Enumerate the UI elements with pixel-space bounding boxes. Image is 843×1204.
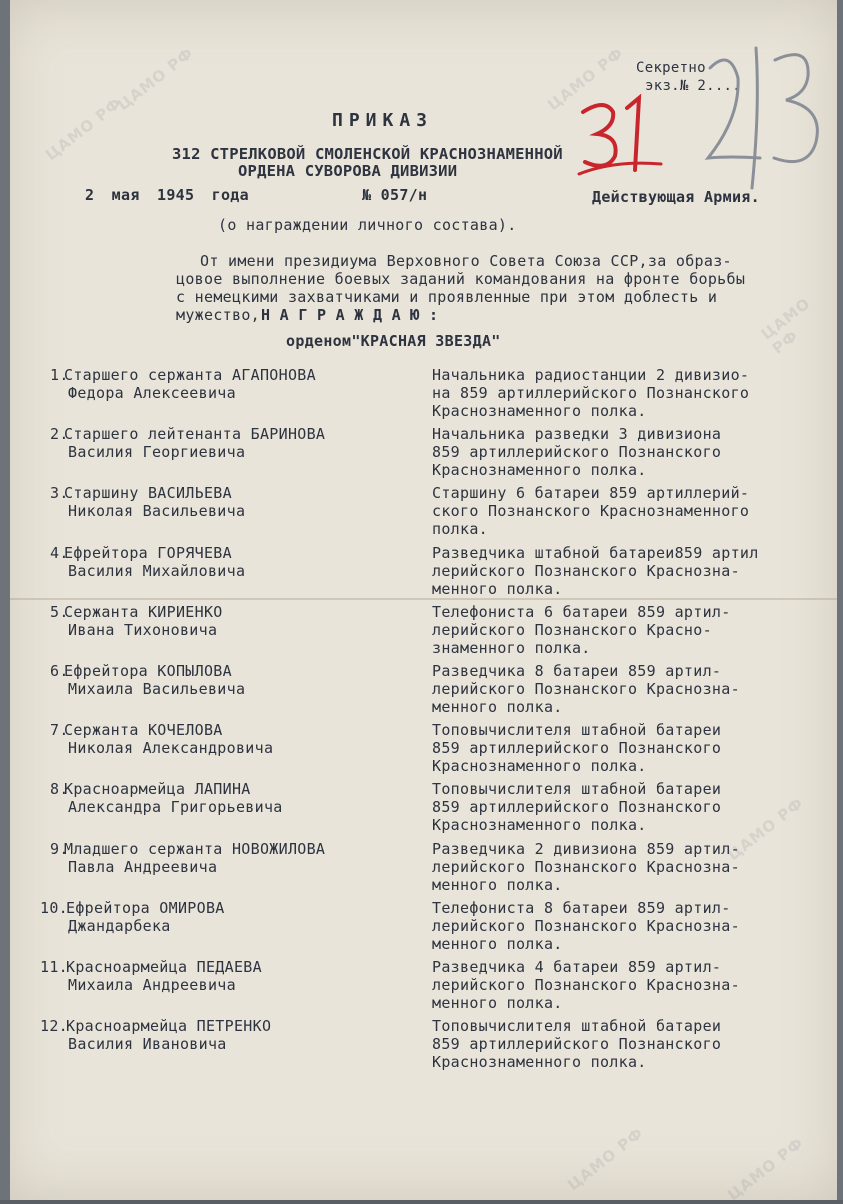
awardee-given-names: Василия Михайловича <box>68 562 246 580</box>
awardee-position-line: менного полка. <box>432 876 563 894</box>
awardee-given-names: Джандарбека <box>68 917 171 935</box>
awardee-given-names: Василия Георгиевича <box>68 443 246 461</box>
secret-label: Секретно <box>636 60 706 76</box>
preamble-line: цовое выполнение боевых заданий командования на фронте борьбы <box>176 270 746 288</box>
scan-edge-right <box>837 0 843 1200</box>
awardee-rank-surname: Красноармейца ПЕТРЕНКО <box>66 1017 272 1035</box>
awardee-number: 12. <box>40 1017 68 1035</box>
awardee-number: 4. <box>50 544 69 562</box>
awardee-number: 10. <box>40 899 68 917</box>
awardee-position-line: ского Познанского Краснознаменного <box>432 502 750 520</box>
awardee-rank-surname: Ефрейтора КОПЫЛОВА <box>64 662 232 680</box>
division-line-2: ОРДЕНА СУВОРОВА ДИВИЗИИ <box>238 162 458 180</box>
awardee-given-names: Ивана Тихоновича <box>68 621 218 639</box>
awardee-rank-surname: Старшину ВАСИЛЬЕВА <box>64 484 232 502</box>
awardee-given-names: Михаила Андреевича <box>68 976 236 994</box>
division-line-1: 312 СТРЕЛКОВОЙ СМОЛЕНСКОЙ КРАСНОЗНАМЕННОЙ <box>172 145 563 163</box>
awardee-position-line: менного полка. <box>432 580 563 598</box>
awardee-position-line: Топовычислителя штабной батареи <box>432 780 722 798</box>
awardee-given-names: Михаила Васильевича <box>68 680 246 698</box>
watermark: ЦАМО РФ <box>757 294 814 358</box>
awardee-rank-surname: Ефрейтора ОМИРОВА <box>66 899 225 917</box>
awardee-position-line: лерийского Познанского Краснозна- <box>432 680 740 698</box>
awardee-given-names: Александра Григорьевича <box>68 798 283 816</box>
awardee-position-line: Топовычислителя штабной батареи <box>432 721 722 739</box>
awardee-rank-surname: Старшего лейтенанта БАРИНОВА <box>64 425 326 443</box>
awardee-position-line: менного полка. <box>432 698 563 716</box>
awardee-position-line: знаменного полка. <box>432 639 591 657</box>
awardee-position-line: Топовычислителя штабной батареи <box>432 1017 722 1035</box>
watermark: ЦАМО РФ <box>724 1133 808 1204</box>
order-number: № 057/н <box>362 186 428 204</box>
red-handwritten-number <box>575 90 665 180</box>
awardee-position-line: Начальника разведки 3 дивизиона <box>432 425 722 443</box>
awardee-rank-surname: Ефрейтора ГОРЯЧЕВА <box>64 544 232 562</box>
document-title: ПРИКАЗ <box>332 110 434 131</box>
awardee-position-line: Начальника радиостанции 2 дивизио- <box>432 366 750 384</box>
awardee-number: 7. <box>50 721 69 739</box>
copy-number: экз.№ 2.... <box>645 78 742 94</box>
awardee-position-line: Краснознаменного полка. <box>432 816 647 834</box>
awardee-position-line: Разведчика 8 батареи 859 артил- <box>432 662 722 680</box>
awardee-position-line: полка. <box>432 520 488 538</box>
awardee-position-line: на 859 артиллерийского Познанского <box>432 384 750 402</box>
awardee-number: 5. <box>50 603 69 621</box>
army-label: Действующая Армия. <box>592 188 760 206</box>
awardee-number: 1. <box>50 366 69 384</box>
awardee-rank-surname: Старшего сержанта АГАПОНОВА <box>64 366 316 384</box>
awardee-rank-surname: Сержанта КИРИЕНКО <box>64 603 223 621</box>
awardee-position-line: Разведчика 4 батареи 859 артил- <box>432 958 722 976</box>
awardee-rank-surname: Сержанта КОЧЕЛОВА <box>64 721 223 739</box>
awardee-position-line: Краснознаменного полка. <box>432 757 647 775</box>
awardee-number: 3. <box>50 484 69 502</box>
awardee-given-names: Федора Алексеевича <box>68 384 236 402</box>
pencil-handwritten-marking <box>690 38 835 198</box>
paper-fold-line <box>10 598 837 600</box>
awardee-position-line: Краснознаменного полка. <box>432 402 647 420</box>
awardee-position-line: Старшину 6 батареи 859 артиллерий- <box>432 484 750 502</box>
preamble-line: От имени президиума Верховного Совета Союза ССР,за образ- <box>200 252 732 270</box>
awardee-given-names: Павла Андреевича <box>68 858 218 876</box>
awardee-position-line: Разведчика штабной батареи859 артил <box>432 544 759 562</box>
awardee-number: 9. <box>50 840 69 858</box>
awardee-number: 2. <box>50 425 69 443</box>
awardee-position-line: 859 артиллерийского Познанского <box>432 1035 722 1053</box>
awardee-position-line: Телефониста 6 батареи 859 артил- <box>432 603 731 621</box>
awardee-number: 11. <box>40 958 68 976</box>
preamble-line: мужество, <box>176 306 260 324</box>
awardee-position-line: 859 артиллерийского Познанского <box>432 798 722 816</box>
awardee-position-line: Телефониста 8 батареи 859 артил- <box>432 899 731 917</box>
awardee-number: 6. <box>50 662 69 680</box>
watermark: ЦАМО РФ <box>114 43 198 115</box>
awardee-position-line: менного полка. <box>432 935 563 953</box>
preamble-line: с немецкими захватчиками и проявленные при этом доблесть и <box>176 288 718 306</box>
awardee-position-line: лерийского Познанского Краснозна- <box>432 917 740 935</box>
awardee-position-line: лерийского Познанского Краснозна- <box>432 562 740 580</box>
watermark: ЦАМО РФ <box>544 43 628 115</box>
awardee-given-names: Николая Васильевича <box>68 502 246 520</box>
award-word: Н А Г Р А Ж Д А Ю : <box>261 306 439 324</box>
awardee-number: 8. <box>50 780 69 798</box>
awardee-position-line: 859 артиллерийского Познанского <box>432 739 722 757</box>
awardee-given-names: Василия Ивановича <box>68 1035 227 1053</box>
watermark: ЦАМО РФ <box>724 793 808 865</box>
awardee-rank-surname: Красноармейца ПЕДАЕВА <box>66 958 262 976</box>
awardee-rank-surname: Красноармейца ЛАПИНА <box>64 780 251 798</box>
scan-edge-left <box>0 0 10 1200</box>
awardee-position-line: Краснознаменного полка. <box>432 1053 647 1071</box>
awardee-position-line: лерийского Познанского Красно- <box>432 621 712 639</box>
awardee-position-line: Разведчика 2 дивизиона 859 артил- <box>432 840 740 858</box>
awardee-rank-surname: Младшего сержанта НОВОЖИЛОВА <box>64 840 326 858</box>
awardee-position-line: Краснознаменного полка. <box>432 461 647 479</box>
watermark: ЦАМО РФ <box>564 1123 648 1195</box>
order-date: 2 мая 1945 года <box>85 186 249 204</box>
watermark: ЦАМО РФ <box>42 93 126 165</box>
awardee-position-line: 859 артиллерийского Познанского <box>432 443 722 461</box>
awardee-position-line: лерийского Познанского Краснозна- <box>432 976 740 994</box>
awardee-given-names: Николая Александровича <box>68 739 274 757</box>
order-name: орденом"КРАСНАЯ ЗВЕЗДА" <box>286 332 501 350</box>
order-subject: (о награждении личного состава). <box>218 216 517 234</box>
awardee-position-line: менного полка. <box>432 994 563 1012</box>
awardee-position-line: лерийского Познанского Краснозна- <box>432 858 740 876</box>
